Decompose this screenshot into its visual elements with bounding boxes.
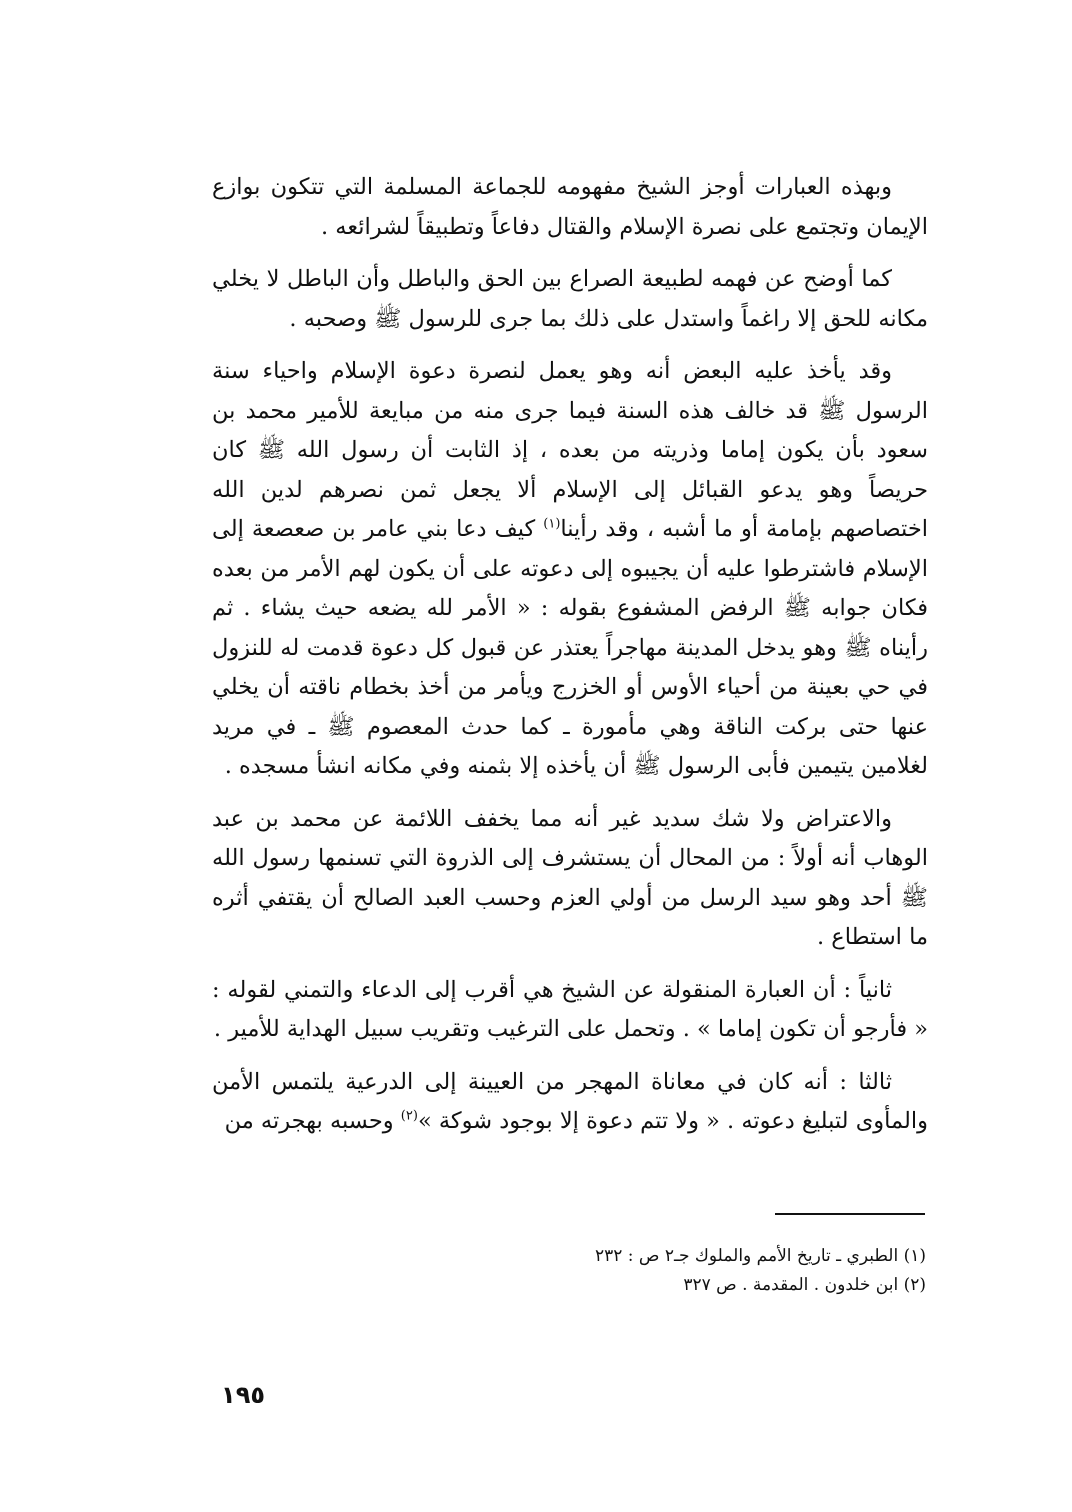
footnotes — [300, 1242, 926, 1300]
paragraph-3 — [212, 352, 928, 787]
paragraph-6-text-a: ثالثا : أنه كان في معاناة المهجر من العيينة إلى الدرعية يلتمس الأمن والمأوى لتبليغ دعوته . « ولا تتم دعوة إلا بوجود شوكة » — [212, 1068, 928, 1134]
paragraph-2-text: كما أوضح عن فهمه لطبيعة الصراع بين الحق والباطل وأن الباطل لا يخلي مكانه للحق إلا راغماً واستدل على ذلك بما جرى للرسول ﷺ وصحبه . — [212, 266, 928, 332]
body-text — [212, 168, 928, 1155]
paragraph-3-text-b: كيف دعا بني عامر بن صعصعة إلى الإسلام فاشترطوا عليه أن يجيبوه إلى دعوته على أن يكون لهم الأمر من بعده فكان جوابه ﷺ الرفض المشفوع بقوله : « الأمر لله يضعه حيث يشاء . ثم رأيناه ﷺ وهو يدخل المدينة مهاجراً يعتذر عن قبول كل دعوة قدمت له للنزول في حي بعينة من أحياء الأوس أو الخزرج ويأمر من أخذ بخطام ناقته أن يخلي عنها حتى بركت الناقة وهي مأمورة ـ كما حدث المعصوم ﷺ ـ في مريد لغلامين يتيمين فأبى الرسول ﷺ أن يأخذه إلا بثمنه وفي مكانه انشأ مسجده . — [212, 516, 928, 779]
paragraph-2 — [212, 260, 928, 339]
paragraph-6 — [212, 1063, 928, 1142]
page-number: ١٩٥ — [221, 1381, 265, 1409]
paragraph-5-text: ثانياً : أن العبارة المنقولة عن الشيخ هي أقرب إلى الدعاء والتمني لقوله : « فأرجو أن تكون إماما » . وتحمل على الترغيب وتقريب سبيل الهداية للأمير . — [212, 976, 928, 1042]
paragraph-3-text-a: وقد يأخذ عليه البعض أنه وهو يعمل لنصرة دعوة الإسلام واحياء سنة الرسول ﷺ قد خالف هذه السنة فيما جرى منه من مبايعة للأمير محمد بن سعود بأن يكون إماما وذريته من بعده ، إذ الثابت أن رسول الله ﷺ كان حريصاً وهو يدعو القبائل إلى الإسلام ألا يجعل ثمن نصرهم لدين الله اختصاصهم بإمامة أو ما أشبه ، وقد رأينا — [212, 358, 928, 542]
footnote-ref-1: (١) — [543, 516, 561, 532]
footnote-divider — [775, 1213, 925, 1215]
footnote-1: (١) الطبري ـ تاريخ الأمم والملوك جـ٢ ص : ٢٣٢ — [594, 1246, 926, 1266]
paragraph-4 — [212, 800, 928, 958]
footnote-2: (٢) ابن خلدون . المقدمة . ص ٣٢٧ — [683, 1275, 926, 1295]
paragraph-4-text: والاعتراض ولا شك سديد غير أنه مما يخفف اللائمة عن محمد بن عبد الوهاب أنه أولاً : من المحال أن يستشرف إلى الذروة التي تسنمها رسول الله ﷺ أحد وهو سيد الرسل من أولي العزم وحسب العبد الصالح أن يقتفي أثره ما استطاع . — [212, 805, 928, 950]
footnote-ref-2: (٢) — [400, 1108, 418, 1124]
paragraph-5 — [212, 971, 928, 1050]
paragraph-1 — [212, 168, 928, 247]
paragraph-1-text: وبهذه العبارات أوجز الشيخ مفهومه للجماعة المسلمة التي تتكون بوازع الإيمان وتجتمع على نصرة الإسلام والقتال دفاعاً وتطبيقاً لشرائعه . — [212, 174, 928, 240]
paragraph-6-text-b: وحسبه بهجرته من — [224, 1108, 401, 1134]
